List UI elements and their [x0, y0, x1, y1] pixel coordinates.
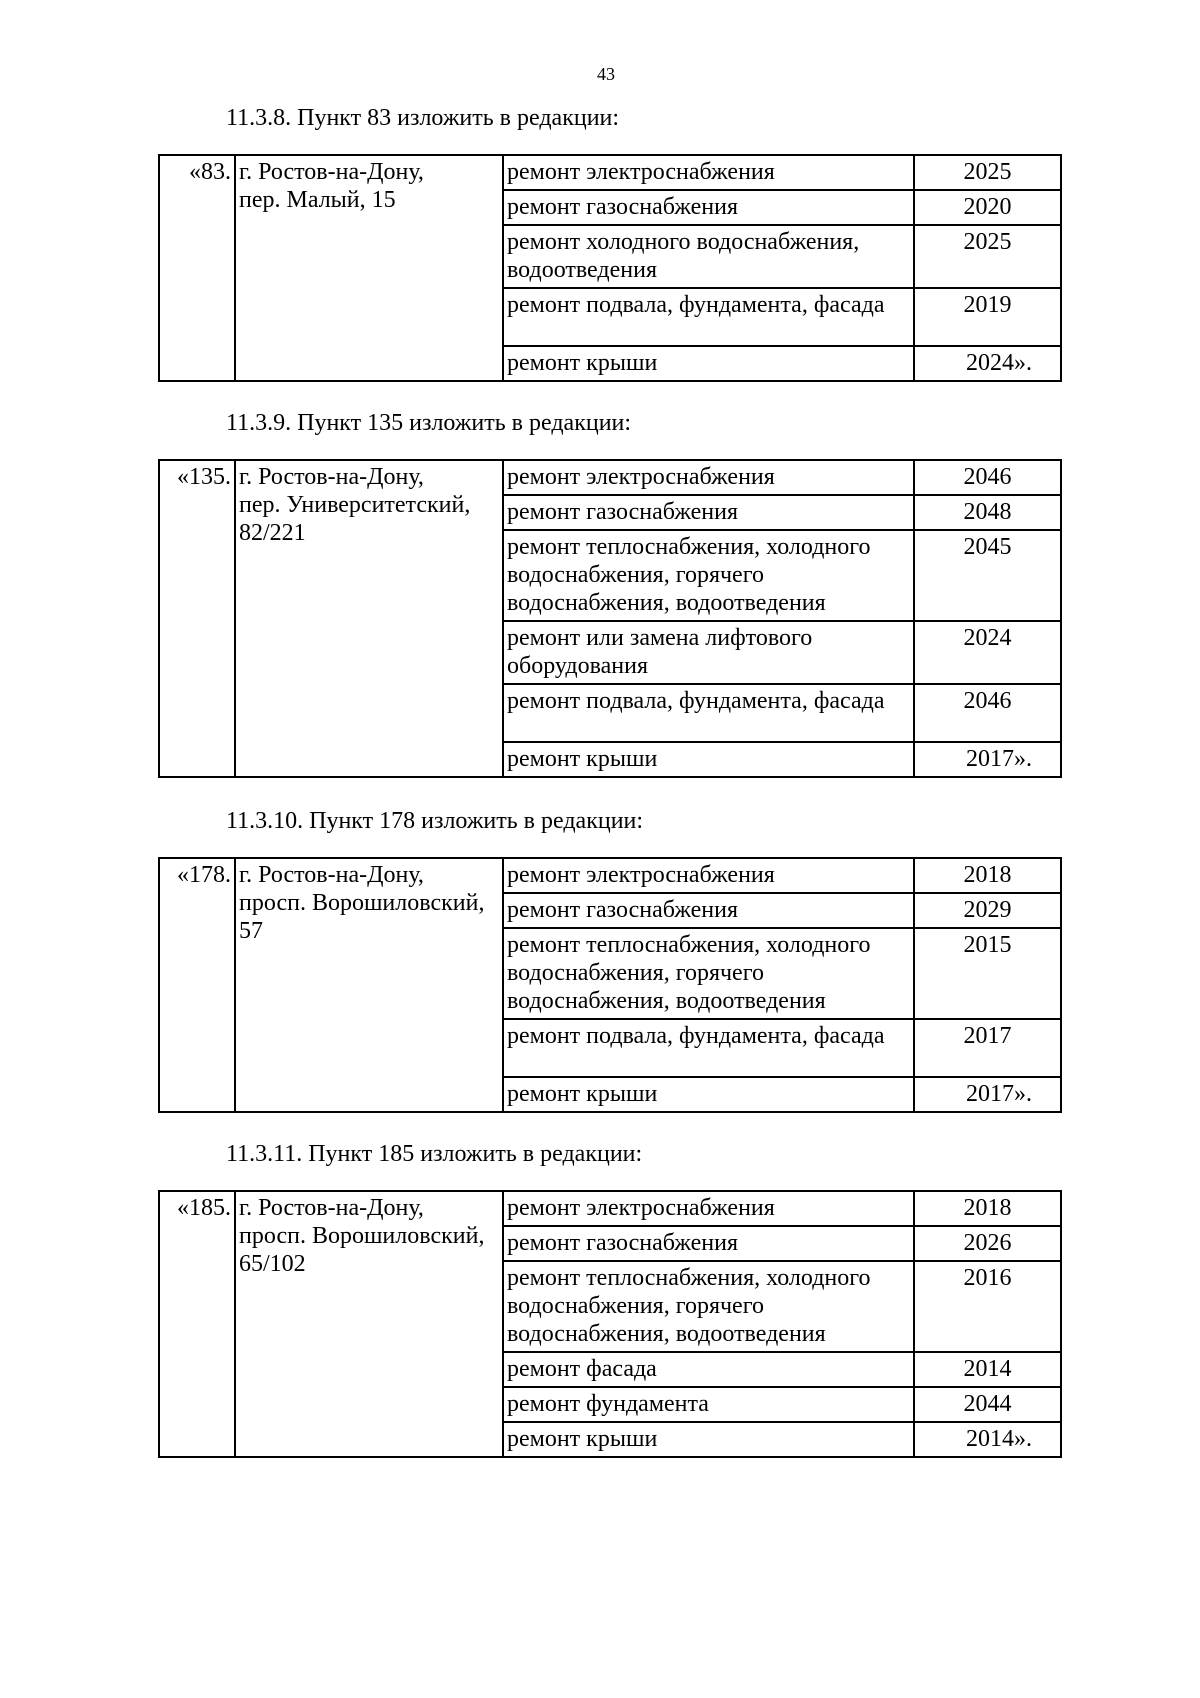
address-line: 57 [239, 918, 263, 944]
work-cell: ремонт газоснабжения [503, 1226, 914, 1261]
work-cell: ремонт электроснабжения [503, 858, 914, 893]
work-cell: ремонт электроснабжения [503, 155, 914, 190]
item-number: «83. [189, 159, 231, 185]
year-cell: 2020 [914, 190, 1061, 225]
year-cell: 2014 [914, 1352, 1061, 1387]
section-heading-83: 11.3.8. Пункт 83 изложить в редакции: [226, 105, 620, 131]
table-row [159, 1191, 1061, 1226]
item-number: «178. [177, 862, 231, 888]
item-number-cell [159, 858, 235, 1112]
address-line: г. Ростов-на-Дону, [239, 862, 424, 888]
address-line: 65/102 [239, 1251, 306, 1277]
table-row [159, 858, 1061, 893]
item-number-cell [159, 460, 235, 777]
work-cell: ремонт теплоснабжения, холодного водоснабжения, горячего водоснабжения, водоотведения [503, 1261, 914, 1352]
work-cell: ремонт подвала, фундамента, фасада [503, 288, 914, 346]
year-cell: 2025 [914, 155, 1061, 190]
year-cell: 2015 [914, 928, 1061, 1019]
year-cell: 2018 [914, 1191, 1061, 1226]
section-heading-135: 11.3.9. Пункт 135 изложить в редакции: [226, 410, 632, 436]
page-number: 43 [597, 64, 615, 84]
work-cell: ремонт или замена лифтового оборудования [503, 621, 914, 684]
work-cell: ремонт теплоснабжения, холодного водоснабжения, горячего водоснабжения, водоотведения [503, 530, 914, 621]
year-cell: 2017 [914, 1019, 1061, 1077]
address-cell [235, 155, 503, 381]
year-cell: 2024 [914, 621, 1061, 684]
item-table-83 [158, 154, 1062, 382]
work-cell: ремонт крыши [503, 1422, 914, 1457]
work-cell: ремонт фундамента [503, 1387, 914, 1422]
address-line: 82/221 [239, 520, 306, 546]
section-heading-185: 11.3.11. Пункт 185 изложить в редакции: [226, 1141, 643, 1167]
address-cell [235, 1191, 503, 1457]
item-table-185 [158, 1190, 1062, 1458]
year-cell: 2018 [914, 858, 1061, 893]
year-cell: 2017». [914, 1077, 1061, 1112]
work-cell: ремонт газоснабжения [503, 893, 914, 928]
year-cell: 2044 [914, 1387, 1061, 1422]
work-cell: ремонт подвала, фундамента, фасада [503, 684, 914, 742]
year-cell: 2046 [914, 460, 1061, 495]
address-line: просп. Ворошиловский, [239, 1223, 485, 1249]
work-cell: ремонт фасада [503, 1352, 914, 1387]
address-line: г. Ростов-на-Дону, [239, 464, 424, 490]
work-cell: ремонт крыши [503, 1077, 914, 1112]
address-line: пер. Университетский, [239, 492, 471, 518]
year-cell: 2029 [914, 893, 1061, 928]
year-cell: 2024». [914, 346, 1061, 381]
address-cell [235, 858, 503, 1112]
year-cell: 2048 [914, 495, 1061, 530]
work-cell: ремонт крыши [503, 742, 914, 777]
item-table-135 [158, 459, 1062, 778]
year-cell: 2045 [914, 530, 1061, 621]
work-cell: ремонт электроснабжения [503, 1191, 914, 1226]
item-table-178 [158, 857, 1062, 1113]
item-number-cell [159, 155, 235, 381]
table-row [159, 155, 1061, 190]
year-cell: 2016 [914, 1261, 1061, 1352]
address-line: г. Ростов-на-Дону, [239, 159, 424, 185]
address-line: пер. Малый, 15 [239, 187, 396, 213]
work-cell: ремонт подвала, фундамента, фасада [503, 1019, 914, 1077]
address-line: просп. Ворошиловский, [239, 890, 485, 916]
year-cell: 2017». [914, 742, 1061, 777]
work-cell: ремонт крыши [503, 346, 914, 381]
year-cell: 2019 [914, 288, 1061, 346]
item-number-cell [159, 1191, 235, 1457]
work-cell: ремонт холодного водоснабжения, водоотведения [503, 225, 914, 288]
item-number: «185. [177, 1195, 231, 1221]
work-cell: ремонт газоснабжения [503, 495, 914, 530]
item-number: «135. [177, 464, 231, 490]
work-cell: ремонт теплоснабжения, холодного водоснабжения, горячего водоснабжения, водоотведения [503, 928, 914, 1019]
address-line: г. Ростов-на-Дону, [239, 1195, 424, 1221]
year-cell: 2014». [914, 1422, 1061, 1457]
year-cell: 2026 [914, 1226, 1061, 1261]
address-cell [235, 460, 503, 777]
year-cell: 2046 [914, 684, 1061, 742]
section-heading-178: 11.3.10. Пункт 178 изложить в редакции: [226, 808, 644, 834]
year-cell: 2025 [914, 225, 1061, 288]
work-cell: ремонт электроснабжения [503, 460, 914, 495]
work-cell: ремонт газоснабжения [503, 190, 914, 225]
table-row [159, 460, 1061, 495]
